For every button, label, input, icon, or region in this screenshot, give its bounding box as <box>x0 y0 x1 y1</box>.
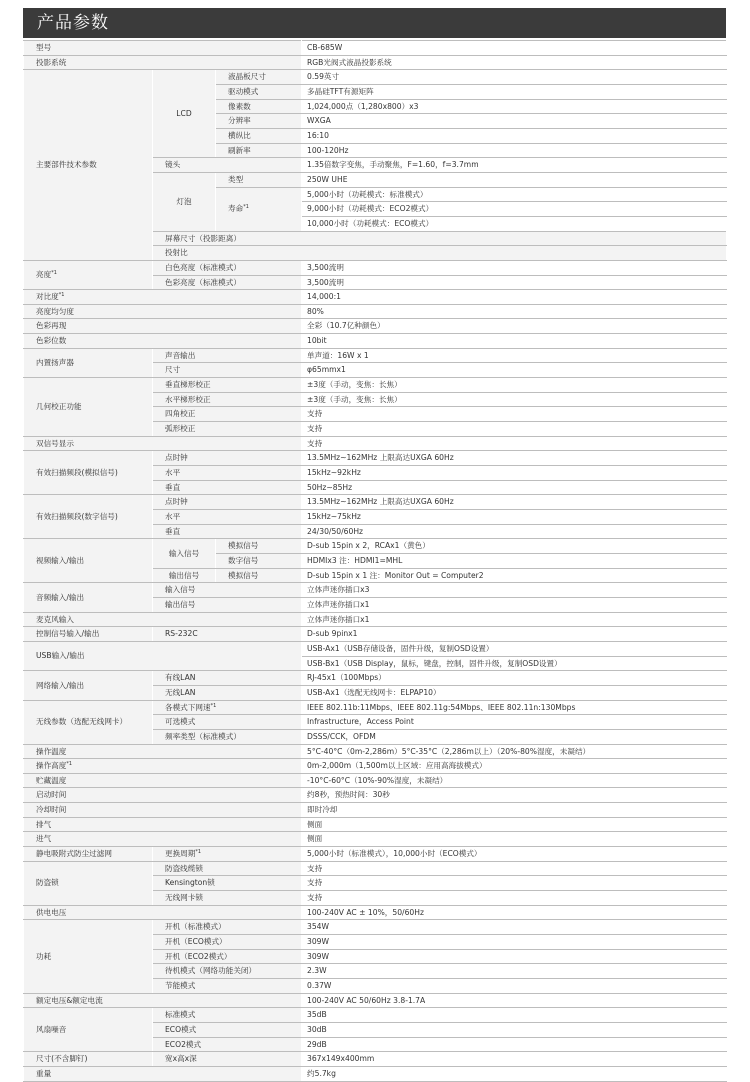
spec-value: 立体声迷你插口x3 <box>302 583 727 598</box>
spec-value: 16:10 <box>302 128 727 143</box>
spec-sublabel: Kensington锁 <box>153 876 302 891</box>
spec-label: 内置扬声器 <box>24 348 153 377</box>
spec-value: 支持 <box>302 876 727 891</box>
spec-sublabel: 白色亮度（标准模式） <box>153 260 302 275</box>
spec-value: 立体声迷你插口x1 <box>302 597 727 612</box>
spec-item: 刷新率 <box>216 143 302 158</box>
table-row <box>24 378 727 393</box>
footnote-mark: *1 <box>58 292 65 299</box>
spec-label: 主要部件技术参数 <box>24 70 153 261</box>
spec-value: 支持 <box>302 407 727 422</box>
table-row <box>24 348 727 363</box>
spec-sublabel: 尺寸 <box>153 363 302 378</box>
spec-sublabel: 垂直梯形校正 <box>153 378 302 393</box>
spec-value: 侧面 <box>302 832 727 847</box>
table-row <box>24 759 727 774</box>
spec-sublabel: 镜头 <box>153 158 302 173</box>
spec-sublabel: 声音输出 <box>153 348 302 363</box>
spec-sublabel: 点时钟 <box>153 451 302 466</box>
spec-sublabel: 输入信号 <box>153 539 216 568</box>
table-row <box>24 641 727 656</box>
spec-sublabel: 开机（标准模式） <box>153 920 302 935</box>
spec-value: 约5.7kg <box>302 1066 727 1081</box>
spec-sublabel: 色彩亮度（标准模式） <box>153 275 302 290</box>
spec-sublabel: LCD <box>153 70 216 158</box>
spec-value: 14,000:1 <box>302 290 727 305</box>
spec-label: 额定电压&额定电流 <box>24 993 302 1008</box>
spec-value: USB-Ax1（选配无线网卡：ELPAP10） <box>302 685 727 700</box>
spec-value: 5°C-40°C（0m-2,286m）5°C-35°C（2,286m以上）（20%-80%湿度，未凝结） <box>302 744 727 759</box>
table-row <box>24 788 727 803</box>
spec-sublabel: 无线LAN <box>153 685 302 700</box>
spec-sublabel: 输入信号 <box>153 583 302 598</box>
spec-value: 100-120Hz <box>302 143 727 158</box>
spec-value: 支持 <box>302 891 727 906</box>
spec-value: 多晶硅TFT有源矩阵 <box>302 84 727 99</box>
spec-label: 对比度$^{*1}$ <box>24 290 302 305</box>
spec-sublabel: 节能模式 <box>153 979 302 994</box>
table-row <box>24 70 727 85</box>
spec-label: USB输入/输出 <box>24 641 302 670</box>
spec-sublabel: 开机（ECO2模式） <box>153 949 302 964</box>
spec-value: 约8秒，预热时间：30秒 <box>302 788 727 803</box>
spec-sublabel: 水平 <box>153 466 302 481</box>
spec-sublabel: 水平梯形校正 <box>153 392 302 407</box>
spec-sublabel: 频率类型（标准模式） <box>153 729 302 744</box>
spec-label: 启动时间 <box>24 788 302 803</box>
spec-value: RJ-45x1（100Mbps） <box>302 671 727 686</box>
table-row <box>24 627 727 642</box>
table-row <box>24 1008 727 1023</box>
spec-label: 麦克风输入 <box>24 612 302 627</box>
spec-value: 100-240V AC ± 10%，50/60Hz <box>302 905 727 920</box>
footnote-mark: *1 <box>210 702 217 709</box>
table-row <box>24 55 727 70</box>
table-row <box>24 993 727 1008</box>
spec-value: 30dB <box>302 1022 727 1037</box>
spec-sublabel: 有线LAN <box>153 671 302 686</box>
spec-value: ±3度（手动，变焦：长焦） <box>302 392 727 407</box>
spec-label: 亮度$^{*1}$ <box>24 260 153 289</box>
spec-value: 2.3W <box>302 964 727 979</box>
spec-value: WXGA <box>302 114 727 129</box>
table-row <box>24 920 727 935</box>
spec-sublabel: 标准模式 <box>153 1008 302 1023</box>
spec-value: 0.37W <box>302 979 727 994</box>
table-row <box>24 803 727 818</box>
spec-value: 9,000小时（功耗模式：ECO2模式） <box>302 202 727 217</box>
spec-value: 侧面 <box>302 817 727 832</box>
spec-value: 即时冷却 <box>302 803 727 818</box>
spec-value: IEEE 802.11b:11Mbps、IEEE 802.11g:54Mbps、IEEE 802.11n:130Mbps <box>302 700 727 715</box>
spec-value: D-sub 15pin x 2，RCAx1（黄色） <box>302 539 727 554</box>
spec-value: D-sub 15pin x 1 注：Monitor Out = Computer2 <box>302 568 727 583</box>
table-row <box>24 773 727 788</box>
footnote-mark: *1 <box>51 270 57 277</box>
spec-value: 单声道：16W x 1 <box>302 348 727 363</box>
table-row <box>24 744 727 759</box>
footnote-mark: *1 <box>195 849 202 856</box>
spec-item: 寿命$^{*1}$ <box>216 187 302 231</box>
spec-item: 模拟信号 <box>216 539 302 554</box>
spec-sublabel: 输出信号 <box>153 568 216 583</box>
spec-value: 10,000小时（功耗模式：ECO模式） <box>302 216 727 231</box>
spec-value: 0m-2,000m（1,500m以上区域：应用高海拔模式） <box>302 759 727 774</box>
spec-label: 排气 <box>24 817 302 832</box>
spec-value: 立体声迷你插口x1 <box>302 612 727 627</box>
spec-value: 354W <box>302 920 727 935</box>
spec-label: 亮度均匀度 <box>24 304 302 319</box>
table-row <box>24 1066 727 1081</box>
table-row <box>24 671 727 686</box>
table-row <box>24 451 727 466</box>
spec-value: RGB光阀式液晶投影系统 <box>302 55 727 70</box>
spec-value: 1.35倍数字变焦，手动聚焦，F=1.60，f=3.7mm <box>302 158 727 173</box>
table-row <box>24 817 727 832</box>
spec-value: φ65mmx1 <box>302 363 727 378</box>
spec-sublabel: 输出信号 <box>153 597 302 612</box>
spec-value: CB-685W <box>302 41 727 56</box>
spec-value: 309W <box>302 935 727 950</box>
spec-item: 类型 <box>216 172 302 187</box>
spec-item: 驱动模式 <box>216 84 302 99</box>
spec-value: 13.5MHz~162MHz 上限高达UXGA 60Hz <box>302 495 727 510</box>
spec-item: 分辨率 <box>216 114 302 129</box>
spec-sublabel: 四角校正 <box>153 407 302 422</box>
spec-label: 防盗锁 <box>24 861 153 905</box>
spec-label: 操作温度 <box>24 744 302 759</box>
spec-sublabel: 各模式下网速$^{*1}$ <box>153 700 302 715</box>
spec-value: 3,500流明 <box>302 260 727 275</box>
spec-sublabel: 垂直 <box>153 524 302 539</box>
spec-label: 静电吸附式防尘过滤网 <box>24 847 153 862</box>
table-row <box>24 334 727 349</box>
spec-label: 色彩再现 <box>24 319 302 334</box>
table-row <box>24 41 727 56</box>
spec-value: 29dB <box>302 1037 727 1052</box>
table-row <box>24 436 727 451</box>
spec-label: 操作高度$^{*1}$ <box>24 759 302 774</box>
spec-label: 有效扫描频段(数字信号) <box>24 495 153 539</box>
spec-value: D-sub 9pinx1 <box>302 627 727 642</box>
spec-label: 投影系统 <box>24 55 302 70</box>
spec-sublabel: ECO模式 <box>153 1022 302 1037</box>
spec-item: 液晶板尺寸 <box>216 70 302 85</box>
table-row <box>24 700 727 715</box>
spec-label: 投射比 <box>153 246 727 261</box>
spec-label: 音频输入/输出 <box>24 583 153 612</box>
spec-label: 色彩位数 <box>24 334 302 349</box>
spec-value: 支持 <box>302 422 727 437</box>
spec-value: 全彩（10.7亿种颜色） <box>302 319 727 334</box>
spec-label: 冷却时间 <box>24 803 302 818</box>
spec-value: 250W UHE <box>302 172 727 187</box>
spec-sublabel: 水平 <box>153 510 302 525</box>
spec-label: 尺寸(不含脚钉) <box>24 1052 153 1067</box>
spec-value: 80% <box>302 304 727 319</box>
spec-label: 几何校正功能 <box>24 378 153 437</box>
spec-value: 支持 <box>302 861 727 876</box>
spec-value: 支持 <box>302 436 727 451</box>
spec-value: 309W <box>302 949 727 964</box>
spec-label: 网络输入/输出 <box>24 671 153 700</box>
spec-value: 24/30/50/60Hz <box>302 524 727 539</box>
spec-label: 风扇噪音 <box>24 1008 153 1052</box>
spec-sublabel: 可选模式 <box>153 715 302 730</box>
spec-sublabel: 灯泡 <box>153 172 216 231</box>
spec-value: 13.5MHz~162MHz 上限高达UXGA 60Hz <box>302 451 727 466</box>
spec-sublabel: 开机（ECO模式） <box>153 935 302 950</box>
spec-value: 10bit <box>302 334 727 349</box>
spec-item: 像素数 <box>216 99 302 114</box>
spec-label: 重量 <box>24 1066 302 1081</box>
spec-value: 35dB <box>302 1008 727 1023</box>
spec-label: 屏幕尺寸（投影距离） <box>153 231 727 246</box>
table-row <box>24 539 727 554</box>
spec-sublabel: 更换周期$^{*1}$ <box>153 847 302 862</box>
spec-sublabel: RS-232C <box>153 627 302 642</box>
spec-label: 无线参数（选配无线网卡） <box>24 700 153 744</box>
spec-value: HDMIx3 注：HDMI1=MHL <box>302 553 727 568</box>
spec-value: 5,000小时（标准模式），10,000小时（ECO模式） <box>302 847 727 862</box>
spec-value: 3,500流明 <box>302 275 727 290</box>
spec-label: 进气 <box>24 832 302 847</box>
spec-label: 功耗 <box>24 920 153 993</box>
spec-sublabel: 待机模式（网络功能关闭） <box>153 964 302 979</box>
spec-value: USB-Bx1（USB Display，鼠标，键盘，控制，固件升级，复制OSD设置） <box>302 656 727 671</box>
footnote-mark: *1 <box>66 761 73 768</box>
table-row <box>24 1052 727 1067</box>
spec-sublabel: 宽x高x深 <box>153 1052 302 1067</box>
spec-sublabel: 无线网卡锁 <box>153 891 302 906</box>
table-row <box>24 905 727 920</box>
spec-value: 15kHz~75kHz <box>302 510 727 525</box>
spec-value: 5,000小时（功耗模式：标准模式） <box>302 187 727 202</box>
page-title: 产品参数 <box>23 8 726 38</box>
table-row <box>24 861 727 876</box>
spec-value: 0.59英寸 <box>302 70 727 85</box>
spec-value: USB-Ax1（USB存储设备，固件升级，复制OSD设置） <box>302 641 727 656</box>
table-row <box>24 304 727 319</box>
table-row <box>24 319 727 334</box>
spec-sublabel: ECO2模式 <box>153 1037 302 1052</box>
table-row <box>24 495 727 510</box>
table-row <box>24 612 727 627</box>
spec-value: ±3度（手动，变焦：长焦） <box>302 378 727 393</box>
spec-item: 模拟信号 <box>216 568 302 583</box>
table-row <box>24 583 727 598</box>
table-row <box>24 260 727 275</box>
spec-value: 15kHz~92kHz <box>302 466 727 481</box>
table-row <box>24 847 727 862</box>
spec-table <box>23 40 727 1082</box>
spec-value: 50Hz~85Hz <box>302 480 727 495</box>
table-row <box>24 290 727 305</box>
spec-value: Infrastructure，Access Point <box>302 715 727 730</box>
spec-label: 控制信号输入/输出 <box>24 627 153 642</box>
spec-label: 有效扫描频段(模拟信号) <box>24 451 153 495</box>
spec-value: 367x149x400mm <box>302 1052 727 1067</box>
table-row <box>24 832 727 847</box>
footnote-mark: *1 <box>243 204 249 211</box>
spec-value: DSSS/CCK，OFDM <box>302 729 727 744</box>
spec-item: 数字信号 <box>216 553 302 568</box>
spec-label: 贮藏温度 <box>24 773 302 788</box>
spec-sublabel: 弧形校正 <box>153 422 302 437</box>
spec-value: -10°C-60°C（10%-90%湿度，未凝结） <box>302 773 727 788</box>
spec-item: 横纵比 <box>216 128 302 143</box>
spec-value: 100-240V AC 50/60Hz 3.8-1.7A <box>302 993 727 1008</box>
spec-label: 型号 <box>24 41 302 56</box>
spec-label: 视频输入/输出 <box>24 539 153 583</box>
spec-label: 供电电压 <box>24 905 302 920</box>
spec-sublabel: 点时钟 <box>153 495 302 510</box>
spec-sublabel: 垂直 <box>153 480 302 495</box>
spec-value: 1,024,000点（1,280x800）x3 <box>302 99 727 114</box>
spec-label: 双信号显示 <box>24 436 302 451</box>
spec-sublabel: 防盗线缆锁 <box>153 861 302 876</box>
